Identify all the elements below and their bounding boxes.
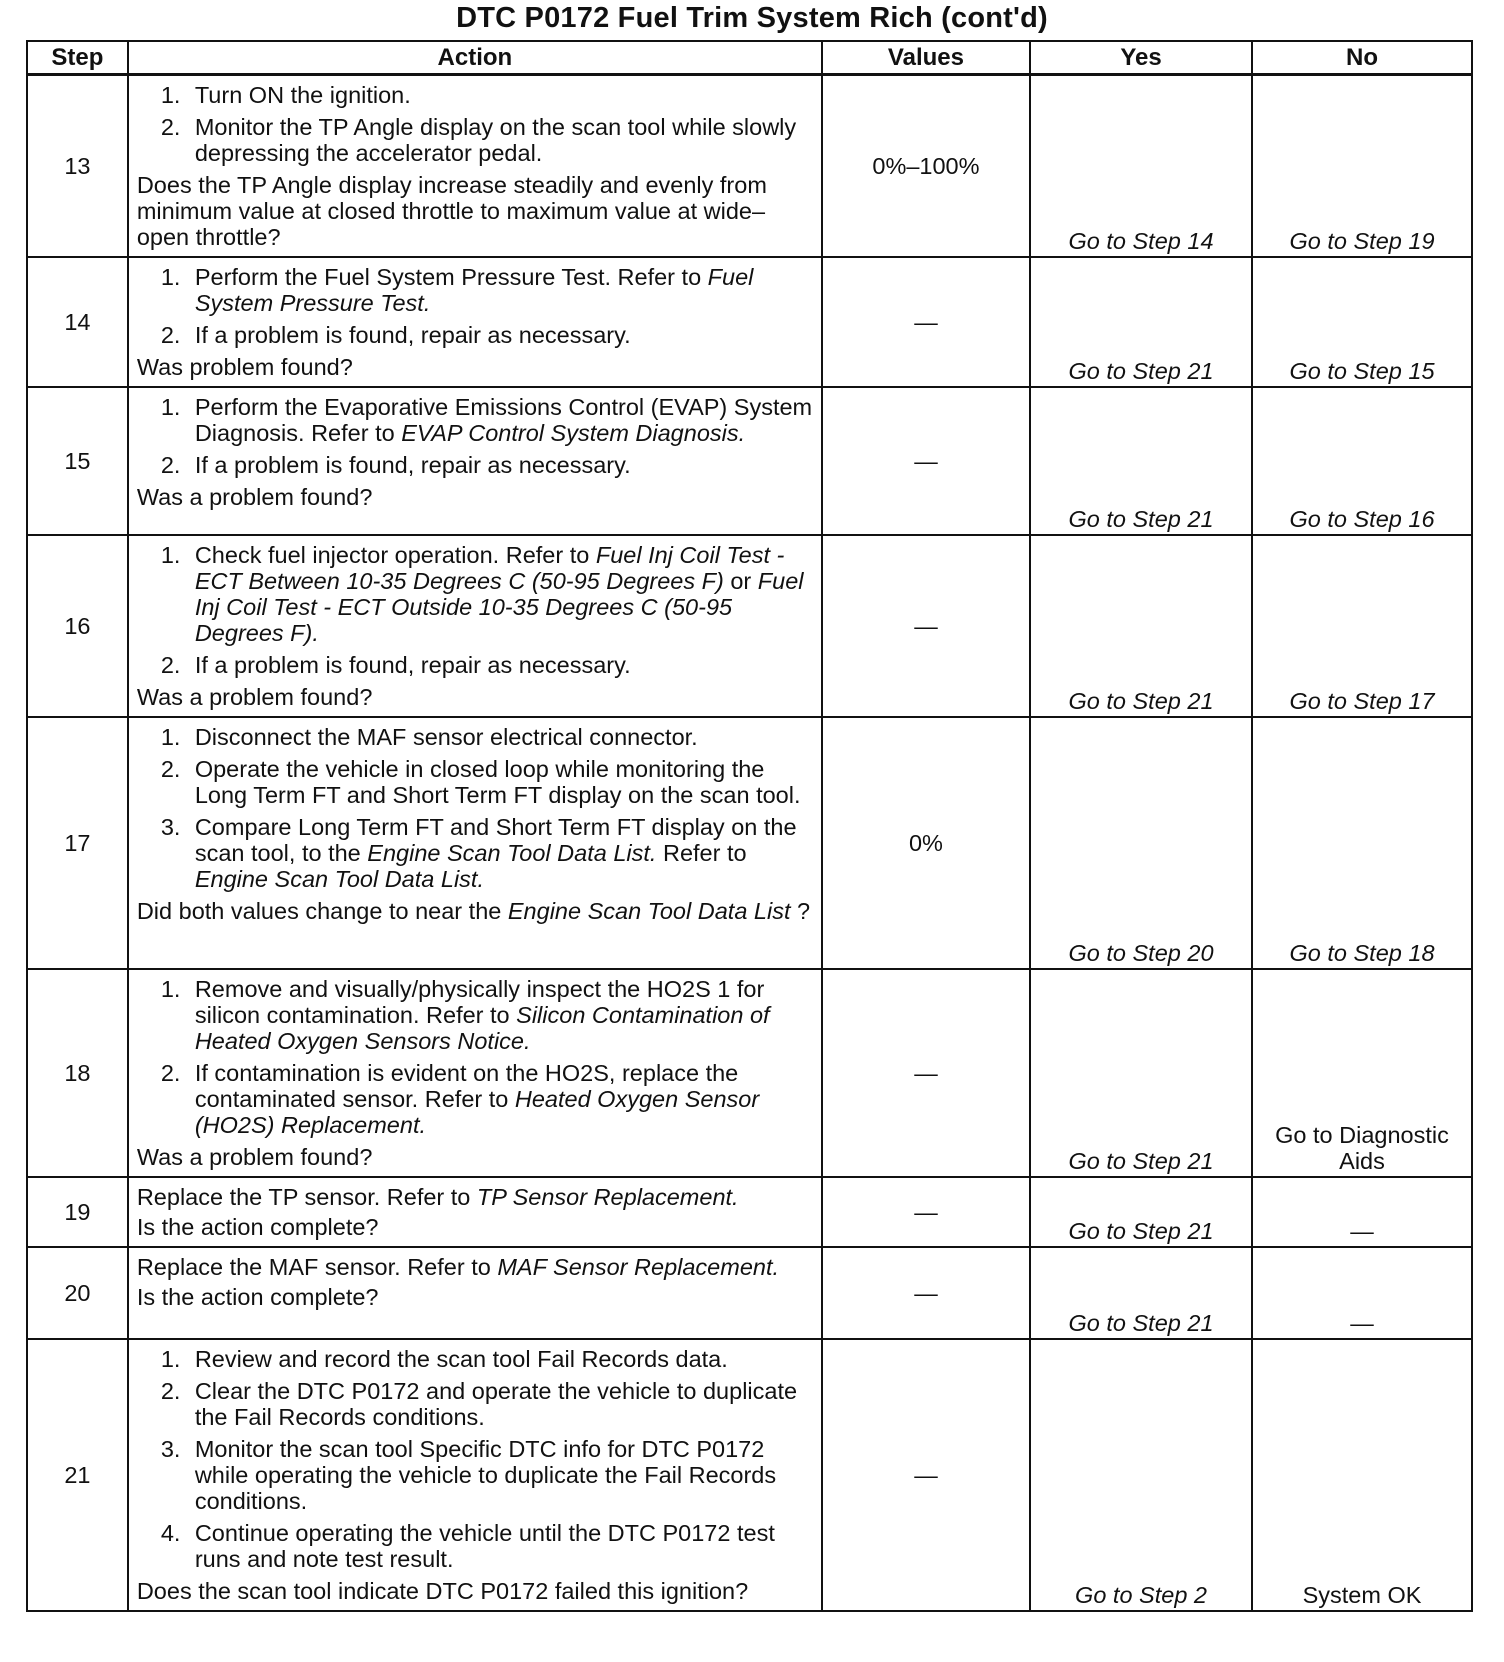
numbered-action-item [161, 394, 817, 446]
item-text [195, 1436, 817, 1514]
no-result-text: Go to Diagnostic Aids [1275, 1122, 1449, 1174]
column-header-yes: Yes [1030, 41, 1252, 75]
values-cell: 0% [822, 717, 1030, 969]
step-number-cell: 19 [27, 1177, 128, 1247]
item-number: 1. [160, 724, 181, 750]
action-question [137, 1214, 817, 1240]
no-result-cell [1252, 387, 1472, 535]
action-question [137, 1578, 817, 1604]
table-row [27, 535, 1472, 717]
action-text: Was a problem found? [136, 484, 373, 510]
column-header-step: Step [27, 41, 128, 75]
no-result-text: System OK [1302, 1582, 1422, 1608]
reference-text: MAF Sensor Replacement. [497, 1254, 780, 1280]
reference-text: Fuel Inj Coil Test - ECT Between 10-35 Degrees C (50-95 Degrees F) [194, 542, 785, 594]
numbered-action-item [161, 82, 817, 108]
table-row [27, 1247, 1472, 1339]
action-text: If a problem is found, repair as necessary. [194, 652, 631, 678]
item-text [195, 756, 817, 808]
action-question [137, 1144, 817, 1170]
yes-result-text: Go to Step 21 [1068, 506, 1214, 532]
table-row [27, 1177, 1472, 1247]
action-cell [128, 969, 822, 1177]
values-cell: — [822, 1339, 1030, 1611]
item-number: 2. [160, 1378, 181, 1404]
item-text [195, 82, 817, 108]
column-header-no: No [1252, 41, 1472, 75]
numbered-action-item [161, 976, 817, 1054]
action-text: Continue operating the vehicle until the DTC P0172 test runs and note test result. [194, 1520, 775, 1572]
action-text: Was problem found? [136, 354, 353, 380]
numbered-action-item [161, 652, 817, 678]
numbered-action-item [161, 542, 817, 646]
action-question [137, 354, 817, 380]
page-title: DTC P0172 Fuel Trim System Rich (cont'd) [456, 2, 1048, 34]
values-cell: — [822, 387, 1030, 535]
item-text [195, 322, 817, 348]
numbered-action-item [161, 1378, 817, 1430]
item-number: 1. [160, 264, 181, 290]
yes-result-cell [1030, 387, 1252, 535]
yes-result-cell [1030, 969, 1252, 1177]
item-text [195, 394, 817, 446]
no-result-text: Go to Step 17 [1289, 688, 1435, 714]
numbered-action-item [161, 452, 817, 478]
yes-result-text: Go to Step 21 [1068, 1148, 1214, 1174]
item-number: 2. [160, 322, 181, 348]
reference-text: EVAP Control System Diagnosis. [401, 420, 746, 446]
no-result-text: Go to Step 16 [1289, 506, 1435, 532]
yes-result-cell [1030, 257, 1252, 387]
yes-result-cell [1030, 1247, 1252, 1339]
action-text: Disconnect the MAF sensor electrical connector. [194, 724, 698, 750]
step-number-cell: 13 [27, 75, 128, 258]
yes-result-text: Go to Step 21 [1068, 358, 1214, 384]
action-question [137, 484, 817, 510]
diagnostic-table [26, 40, 1473, 1612]
action-cell [128, 387, 822, 535]
item-text [195, 1346, 817, 1372]
reference-text: TP Sensor Replacement. [476, 1184, 739, 1210]
step-number-cell: 14 [27, 257, 128, 387]
numbered-action-item [161, 724, 817, 750]
reference-text: Fuel System Pressure Test. [194, 264, 754, 316]
step-number-cell: 17 [27, 717, 128, 969]
numbered-action-item [161, 114, 817, 166]
action-text: Replace the MAF sensor. Refer to [136, 1254, 498, 1280]
action-text: Does the TP Angle display increase steadily and evenly from minimum value at closed throttle to maximum value at wide–open throttle? [136, 172, 767, 250]
yes-result-cell [1030, 1177, 1252, 1247]
action-text: Monitor the TP Angle display on the scan tool while slowly depressing the accelerator pedal. [194, 114, 797, 166]
yes-result-cell [1030, 1339, 1252, 1611]
step-number-cell: 20 [27, 1247, 128, 1339]
table-row [27, 1339, 1472, 1611]
table-row [27, 969, 1472, 1177]
numbered-action-item [161, 1060, 817, 1138]
item-text [195, 724, 817, 750]
reference-text: Engine Scan Tool Data List [507, 898, 791, 924]
no-result-text: Go to Step 18 [1289, 940, 1435, 966]
numbered-action-item [161, 264, 817, 316]
no-result-cell [1252, 1177, 1472, 1247]
action-text: If a problem is found, repair as necessary. [194, 322, 631, 348]
item-text [195, 264, 817, 316]
action-text: If a problem is found, repair as necessary. [194, 452, 631, 478]
reference-text: Fuel Inj Coil Test - ECT Outside 10-35 Degrees C (50-95 Degrees F). [194, 568, 804, 646]
values-cell: 0%–100% [822, 75, 1030, 258]
action-question [137, 684, 817, 710]
table-body [27, 75, 1472, 1612]
item-number: 1. [160, 394, 181, 420]
values-cell: — [822, 1177, 1030, 1247]
action-cell [128, 257, 822, 387]
no-result-text: — [1350, 1310, 1374, 1336]
action-text: Perform the Fuel System Pressure Test. Refer to [194, 264, 708, 290]
item-number: 1. [160, 542, 181, 568]
table-row [27, 257, 1472, 387]
action-text: Is the action complete? [136, 1214, 379, 1240]
table-header-row [27, 41, 1472, 75]
action-text: Perform the Evaporative Emissions Control (EVAP) System Diagnosis. Refer to [194, 394, 813, 446]
action-text: If contamination is evident on the HO2S, replace the contaminated sensor. Refer to [194, 1060, 739, 1112]
item-text [195, 1378, 817, 1430]
no-result-cell [1252, 1339, 1472, 1611]
action-text: Turn ON the ignition. [194, 82, 411, 108]
action-text: Review and record the scan tool Fail Records data. [194, 1346, 728, 1372]
values-cell: — [822, 535, 1030, 717]
action-question [137, 898, 817, 924]
item-text [195, 652, 817, 678]
yes-result-text: Go to Step 21 [1068, 688, 1214, 714]
numbered-action-item [161, 814, 817, 892]
step-number-cell: 16 [27, 535, 128, 717]
item-number: 2. [160, 756, 181, 782]
action-text: Remove and visually/physically inspect the HO2S 1 for silicon contamination. Refer to [194, 976, 765, 1028]
step-number-cell: 18 [27, 969, 128, 1177]
no-result-cell [1252, 75, 1472, 258]
column-header-values: Values [822, 41, 1030, 75]
action-text: ? [790, 898, 811, 924]
yes-result-cell [1030, 535, 1252, 717]
action-text: Compare Long Term FT and Short Term FT display on the scan tool, to the [194, 814, 797, 866]
yes-result-text: Go to Step 2 [1075, 1582, 1207, 1608]
item-text [195, 542, 817, 646]
numbered-action-item [161, 1346, 817, 1372]
item-text [195, 452, 817, 478]
values-cell: — [822, 1247, 1030, 1339]
step-number-cell: 15 [27, 387, 128, 535]
item-number: 4. [160, 1520, 181, 1546]
action-text: Was a problem found? [136, 1144, 373, 1170]
table-row [27, 75, 1472, 258]
yes-result-text: Go to Step 21 [1068, 1218, 1214, 1244]
table-row [27, 717, 1472, 969]
action-text: Refer to [656, 840, 747, 866]
action-cell [128, 535, 822, 717]
item-number: 3. [160, 1436, 181, 1462]
no-result-cell [1252, 969, 1472, 1177]
numbered-action-item [161, 756, 817, 808]
item-text [195, 814, 817, 892]
values-cell: — [822, 969, 1030, 1177]
action-text: Did both values change to near the [136, 898, 508, 924]
item-number: 1. [160, 976, 181, 1002]
numbered-action-item [161, 1436, 817, 1514]
numbered-action-item [161, 322, 817, 348]
column-header-action: Action [128, 41, 822, 75]
action-cell [128, 717, 822, 969]
no-result-cell [1252, 717, 1472, 969]
action-cell [128, 75, 822, 258]
item-number: 1. [160, 82, 181, 108]
no-result-cell [1252, 1247, 1472, 1339]
reference-text: Engine Scan Tool Data List. [194, 866, 484, 892]
action-text: Operate the vehicle in closed loop while monitoring the Long Term FT and Short Term FT display on the scan tool. [194, 756, 801, 808]
item-text [195, 1060, 817, 1138]
table-row [27, 387, 1472, 535]
action-text: or [723, 568, 758, 594]
action-text: Check fuel injector operation. Refer to [194, 542, 596, 568]
action-text: Clear the DTC P0172 and operate the vehicle to duplicate the Fail Records conditions. [194, 1378, 798, 1430]
yes-result-text: Go to Step 14 [1068, 228, 1214, 254]
values-cell: — [822, 257, 1030, 387]
action-text: Is the action complete? [136, 1284, 379, 1310]
action-cell [128, 1177, 822, 1247]
reference-text: Engine Scan Tool Data List. [367, 840, 657, 866]
action-instruction [137, 1184, 817, 1210]
action-cell [128, 1247, 822, 1339]
action-instruction [137, 1254, 817, 1280]
action-cell [128, 1339, 822, 1611]
action-question [137, 172, 817, 250]
item-text [195, 114, 817, 166]
action-text: Replace the TP sensor. Refer to [136, 1184, 477, 1210]
action-question [137, 1284, 817, 1310]
no-result-cell [1252, 257, 1472, 387]
action-text: Was a problem found? [136, 684, 373, 710]
item-number: 3. [160, 814, 181, 840]
yes-result-text: Go to Step 21 [1068, 1310, 1214, 1336]
no-result-text: Go to Step 19 [1289, 228, 1435, 254]
item-number: 1. [160, 1346, 181, 1372]
numbered-action-item [161, 1520, 817, 1572]
yes-result-cell [1030, 717, 1252, 969]
step-number-cell: 21 [27, 1339, 128, 1611]
no-result-text: Go to Step 15 [1289, 358, 1435, 384]
item-number: 2. [160, 652, 181, 678]
no-result-cell [1252, 535, 1472, 717]
action-text: Monitor the scan tool Specific DTC info for DTC P0172 while operating the vehicle to duplicate the Fail Records conditions. [194, 1436, 777, 1514]
item-number: 2. [160, 114, 181, 140]
no-result-text: — [1350, 1218, 1374, 1244]
item-number: 2. [160, 1060, 181, 1086]
yes-result-text: Go to Step 20 [1068, 940, 1214, 966]
reference-text: Heated Oxygen Sensor (HO2S) Replacement. [194, 1086, 760, 1138]
yes-result-cell [1030, 75, 1252, 258]
reference-text: Silicon Contamination of Heated Oxygen Sensors Notice. [194, 1002, 770, 1054]
action-text: Does the scan tool indicate DTC P0172 failed this ignition? [136, 1578, 749, 1604]
item-text [195, 976, 817, 1054]
item-number: 2. [160, 452, 181, 478]
item-text [195, 1520, 817, 1572]
